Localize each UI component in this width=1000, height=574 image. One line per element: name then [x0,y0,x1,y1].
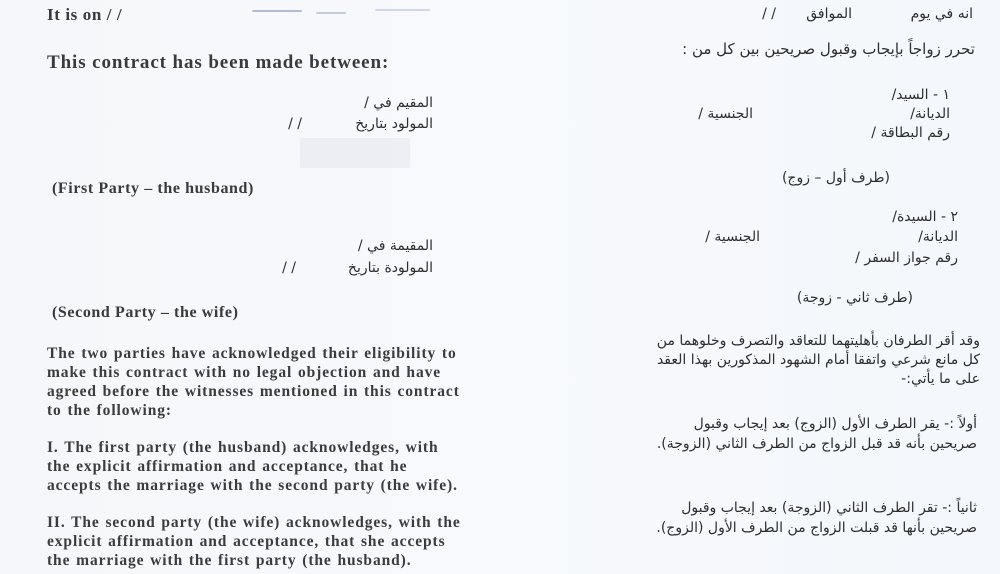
arabic-intro: تحرر زواجاً بإيجاب وقبول صريحين بين كل من : [682,40,975,58]
text-line: صريحين بأنه قد قبل الزواج من الطرف الثاني (الزوجة). [656,436,977,452]
first-party-nationality-label: الجنسية / [698,106,753,122]
arabic-clause-1 [577,414,977,454]
first-party-arabic-tag: (طرف أول – زوج) [781,170,890,186]
text-line: I. The first party (the husband) acknowledges, with [47,439,439,456]
english-heading: This contract has been made between: [47,52,390,73]
text-line: II. The second party (the wife) acknowledges, with the [47,514,461,531]
english-acknowledgement [47,344,460,420]
text-line: ثانياً :- تقر الطرف الثاني (الزوجة) بعد إيجاب وقبول [681,500,977,516]
second-party-name-label: ٢ - السيدة/ [892,209,958,225]
handwriting-mark [375,9,430,11]
first-party-name-label: ١ - السيد/ [891,87,950,103]
text-line: صريحين بأنها قد قبلت الزواج من الطرف الأول (الزوج). [656,520,977,536]
first-party-english-label: (First Party – the husband) [52,180,254,197]
second-party-passport-label: رقم جواز السفر / [855,250,958,266]
text-line: to the following: [47,402,172,419]
english-clause-1 [47,438,458,495]
arabic-clause-2 [577,498,977,538]
faded-stamp [300,138,410,168]
handwriting-mark [252,10,302,12]
english-clause-2 [47,513,461,570]
first-party-birth-slashes: / / [288,116,302,132]
handwriting-mark [316,12,346,14]
arabic-acknowledgement [580,332,980,389]
arabic-corresponding-label: الموافق [806,6,852,22]
first-party-religion-label: الديانة/ [910,106,950,122]
first-party-id-label: رقم البطاقة / [871,125,950,141]
text-line: أولاً :- يقر الطرف الأول (الزوج) بعد إيجاب وقبول [693,416,977,432]
arabic-date-slashes: / / [762,6,776,22]
second-party-nationality-label: الجنسية / [705,229,760,245]
second-party-religion-label: الديانة/ [918,229,958,245]
text-line: accepts the marriage with the second party (the wife). [47,477,458,494]
text-line: على ما يأتي:- [901,371,980,387]
text-line: وقد أقر الطرفان بأهليتهما للتعاقد والتصرف وخلوهما من [656,333,980,349]
second-party-arabic-tag: (طرف ثاني - زوجة) [796,290,913,306]
text-line: The two parties have acknowledged their eligibility to [47,345,457,362]
arabic-day-label: انه في يوم [910,6,973,22]
english-date-line: It is on / / [47,5,123,24]
text-line: explicit affirmation and acceptance, that she accepts [47,533,446,550]
text-line: the explicit affirmation and acceptance, that he [47,458,408,475]
second-party-residence-label: المقيمة في / [357,238,433,254]
first-party-birth-label: المولود بتاريخ [355,116,433,132]
first-party-residence-label: المقيم في / [364,95,433,111]
second-party-birth-slashes: / / [282,260,296,276]
text-line: the marriage with the first party (the husband). [47,552,412,569]
second-party-birth-label: المولودة بتاريخ [347,260,433,276]
text-line: كل مانع شرعي واتفقا أمام الشهود المذكورين بهذا العقد [656,352,980,368]
text-line: agreed before the witnesses mentioned in this contract [47,383,460,400]
second-party-english-label: (Second Party – the wife) [52,304,239,321]
text-line: make this contract with no legal objection and have [47,364,442,381]
